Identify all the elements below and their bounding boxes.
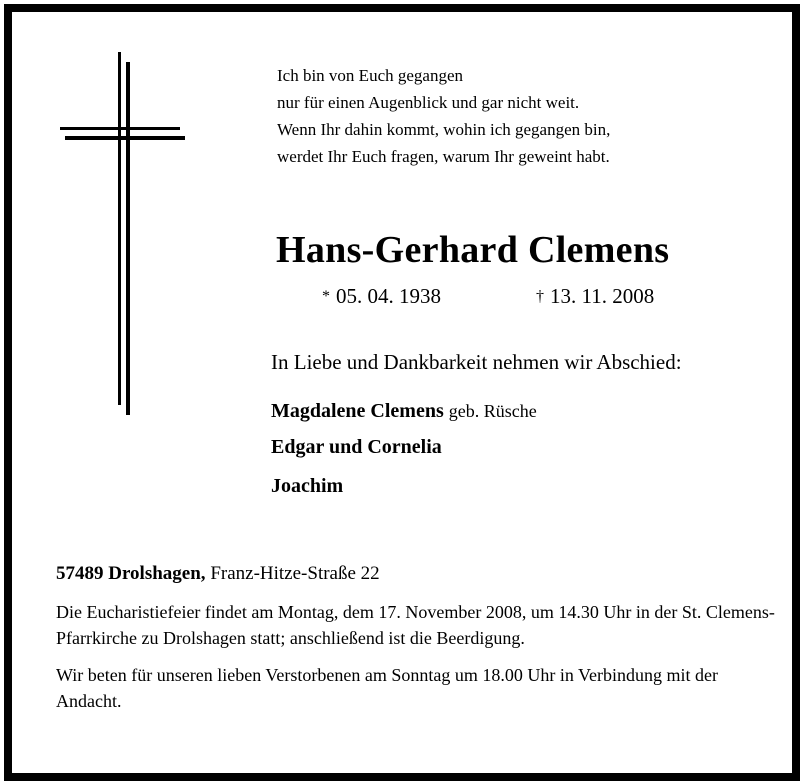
birth-date: 05. 04. 1938 bbox=[336, 284, 441, 308]
address-place: 57489 Drolshagen, bbox=[56, 563, 206, 584]
death-dagger-icon: † bbox=[536, 288, 544, 305]
mourner bbox=[271, 475, 343, 498]
deceased-name: Hans-Gerhard Clemens bbox=[276, 229, 670, 271]
service-info-paragraph: Die Eucharistiefeier findet am Montag, dem 17. November 2008, um 14.30 Uhr in der St. Clemens-Pfarrkirche zu Drolshagen statt; anschließend ist die Beerdigung. bbox=[56, 602, 775, 648]
poem-line: werdet Ihr Euch fragen, warum Ihr geweint habt. bbox=[277, 147, 610, 166]
farewell-text: In Liebe und Dankbarkeit nehmen wir Abschied: bbox=[271, 350, 682, 374]
address bbox=[56, 563, 380, 585]
poem-line: nur für einen Augenblick und gar nicht weit. bbox=[277, 93, 580, 112]
mourner-maiden-name: geb. Rüsche bbox=[448, 401, 537, 421]
death-date: 13. 11. 2008 bbox=[550, 284, 655, 308]
mourner bbox=[271, 436, 442, 459]
address-street: Franz-Hitze-Straße 22 bbox=[210, 563, 380, 584]
mourner-name: Joachim bbox=[271, 475, 344, 497]
mourner-name: Magdalene Clemens bbox=[271, 400, 444, 422]
birth-star-icon: * bbox=[322, 288, 330, 305]
cross-icon bbox=[60, 52, 190, 417]
poem-line: Wenn Ihr dahin kommt, wohin ich gegangen bin, bbox=[277, 120, 611, 139]
prayer-info-paragraph: Wir beten für unseren lieben Verstorbenen am Sonntag um 18.00 Uhr in Verbindung mit der Andacht. bbox=[56, 665, 718, 711]
poem-line: Ich bin von Euch gegangen bbox=[277, 66, 463, 85]
mourner bbox=[271, 400, 537, 423]
death-date-line bbox=[536, 284, 654, 309]
birth-date-line bbox=[322, 284, 441, 309]
poem bbox=[277, 62, 610, 170]
mourner-name: Edgar und Cornelia bbox=[271, 436, 442, 458]
